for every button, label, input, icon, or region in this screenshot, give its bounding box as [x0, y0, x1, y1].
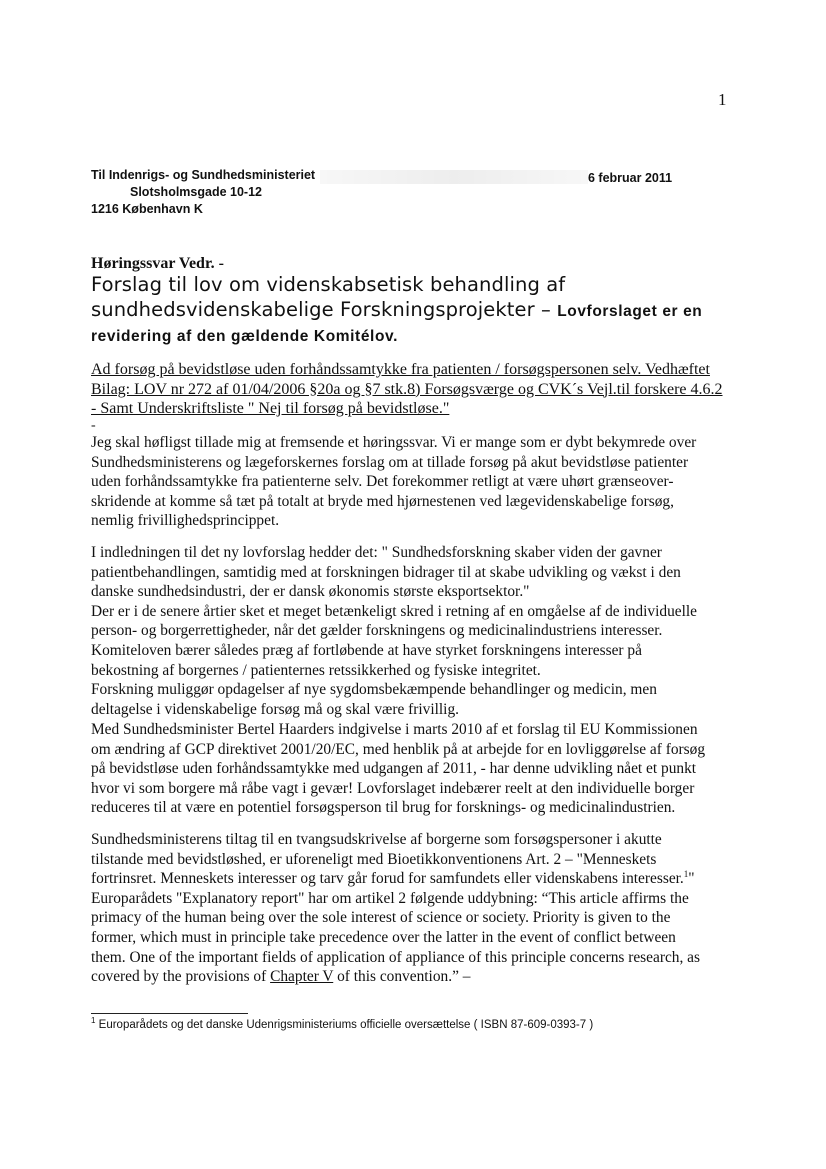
closing-quote: "	[688, 870, 695, 888]
text-line: Jeg skal høfligst tillade mig at fremsende et høringssvar. Vi er mange som er dybt bekymrede over	[91, 434, 697, 451]
text-line: reduceres til at være en potentiel forsøgsperson til brug for forsknings- og medicinalindustrien.	[91, 799, 676, 817]
text-line: om ændring af GCP direktivet 2001/20/EC, med henblik på at arbejde for en lovliggørelse af forsøg	[91, 740, 706, 758]
scan-smudge	[320, 170, 588, 184]
chapter-link[interactable]: Chapter V	[270, 968, 334, 986]
title-bold-a: Lovforslaget er en	[557, 303, 703, 320]
title-line-1: Forslag til lov om videnskabsetisk behandling af	[91, 273, 566, 296]
title-line-2-text: sundhedsvidenskabelige Forskningsprojekter	[91, 298, 535, 321]
document-title	[91, 272, 731, 349]
street-line: Slotsholmsgade 10-12	[130, 185, 262, 199]
text-line: bekostning af borgernes / patienternes retssikkerhed og fysiske integritet.	[91, 661, 541, 679]
text-line: former, which must in principle take precedence over the latter in the event of conflict between	[91, 928, 676, 946]
text-segment: covered by the provisions of	[91, 968, 271, 986]
text-line: Der er i de senere årtier sket et meget betænkeligt skred i retning af en omgåelse af de individuelle	[91, 602, 697, 620]
title-separator: –	[534, 298, 558, 321]
separator-dash: -	[91, 418, 96, 433]
title-line-2	[91, 297, 731, 324]
text-line: Sundhedsministerens tiltag til en tvangsudskrivelse af borgerne som forsøgspersoner i akutte	[91, 831, 662, 848]
text-line: Komiteloven bærer således præg af fortløbende at have styrket forskningens interesser på	[91, 641, 642, 659]
text-line	[91, 869, 751, 889]
text-line: deltagelse i videnskabelige forsøg må og skal være frivillig.	[91, 700, 459, 718]
footnote	[91, 1016, 594, 1031]
hearing-heading: Høringssvar Vedr. -	[91, 255, 224, 272]
footnote-marker: 1	[91, 1016, 96, 1026]
reference-line: Bilag: LOV nr 272 af 01/04/2006 §20a og §7 stk.8) Forsøgsværge og CVK´s Vejl.til forskere 4.6.2	[91, 380, 723, 398]
footnote-reference: 1	[683, 869, 689, 880]
text-line: them. One of the important fields of application of appliance of this principle concerns research, as	[91, 948, 700, 966]
paragraph-1	[91, 433, 751, 531]
text-line: tilstande med bevidstløshed, er uforeneligt med Bioetikkonventionens Art. 2 – "Menneskets	[91, 850, 657, 868]
text-line: person- og borgerrettigheder, når det gælder forskningens og medicinalindustriens interesser.	[91, 622, 663, 640]
text-line: hvor vi som borgere må råbe vagt i gevær! Lovforslaget indebærer reelt at den individuelle borger	[91, 779, 695, 797]
page-number: 1	[718, 90, 727, 109]
text-segment: fortrinsret. Menneskets interesser og tarv går forud for samfundets eller videnskabens interesser.	[91, 870, 684, 888]
reference-line: Ad forsøg på bevidstløse uden forhåndssamtykke fra patienten / forsøgspersonen selv. Vedhæftet	[91, 361, 710, 378]
text-line: skridende at komme så tæt på totalt at bryde med hjørnestenen ved lægevidenskabelige forsøg,	[91, 492, 674, 510]
footnote-text: Europarådets og det danske Udenrigsministeriums officielle oversættelse ( ISBN 87-609-0393-7 )	[95, 1019, 594, 1031]
text-line: Sundhedsministerens og lægeforskernes forslag om at tillade forsøg på akut bevidstløse patienter	[91, 453, 689, 471]
text-line: primacy of the human being over the sole interest of science or society. Priority is given to the	[91, 909, 671, 927]
text-line: I indledningen til det ny lovforslag hedder det: " Sundhedsforskning skaber viden der gavner	[91, 544, 662, 561]
reference-line: - Samt Underskriftsliste " Nej til forsøg på bevidstløse."	[91, 400, 450, 417]
recipient-line: Til Indenrigs- og Sundhedsministeriet	[91, 168, 316, 182]
text-line: danske sundhedsindustri, der er dansk økonomis største eksportsektor."	[91, 583, 530, 601]
text-segment: of this convention.” –	[333, 968, 471, 986]
letter-date: 6 februar 2011	[588, 171, 673, 185]
text-line: Forskning muliggør opdagelser af nye sygdomsbekæmpende behandlinger og medicin, men	[91, 681, 657, 699]
paragraph-3	[91, 720, 751, 818]
text-line: uden forhåndssamtykke fra patienterne selv. Det forekommer retligt at være uhørt grænseover-	[91, 473, 674, 491]
text-line: Europarådets "Explanatory report" har om artikel 2 følgende uddybning: “This article affirms the	[91, 889, 689, 907]
paragraph-4	[91, 830, 751, 987]
text-line: nemlig frivillighedsprincippet.	[91, 512, 280, 530]
reference-block	[91, 360, 751, 419]
text-line	[91, 967, 751, 987]
city-line: 1216 København K	[91, 202, 203, 216]
footnote-divider	[91, 1013, 248, 1014]
text-line: Med Sundhedsminister Bertel Haarders indgivelse i marts 2010 af et forslag til EU Kommissionen	[91, 721, 698, 738]
text-line: patientbehandlingen, samtidig med at forskningen bidrager til at skabe udvikling og vækst i den	[91, 563, 681, 581]
title-bold-b: revidering af den gældende Komitélov.	[91, 328, 398, 345]
text-line: på bevidstløse uden forhåndssamtykke med udgangen af 2011, - har denne udvikling nået et punkt	[91, 760, 697, 778]
paragraph-2	[91, 543, 751, 719]
